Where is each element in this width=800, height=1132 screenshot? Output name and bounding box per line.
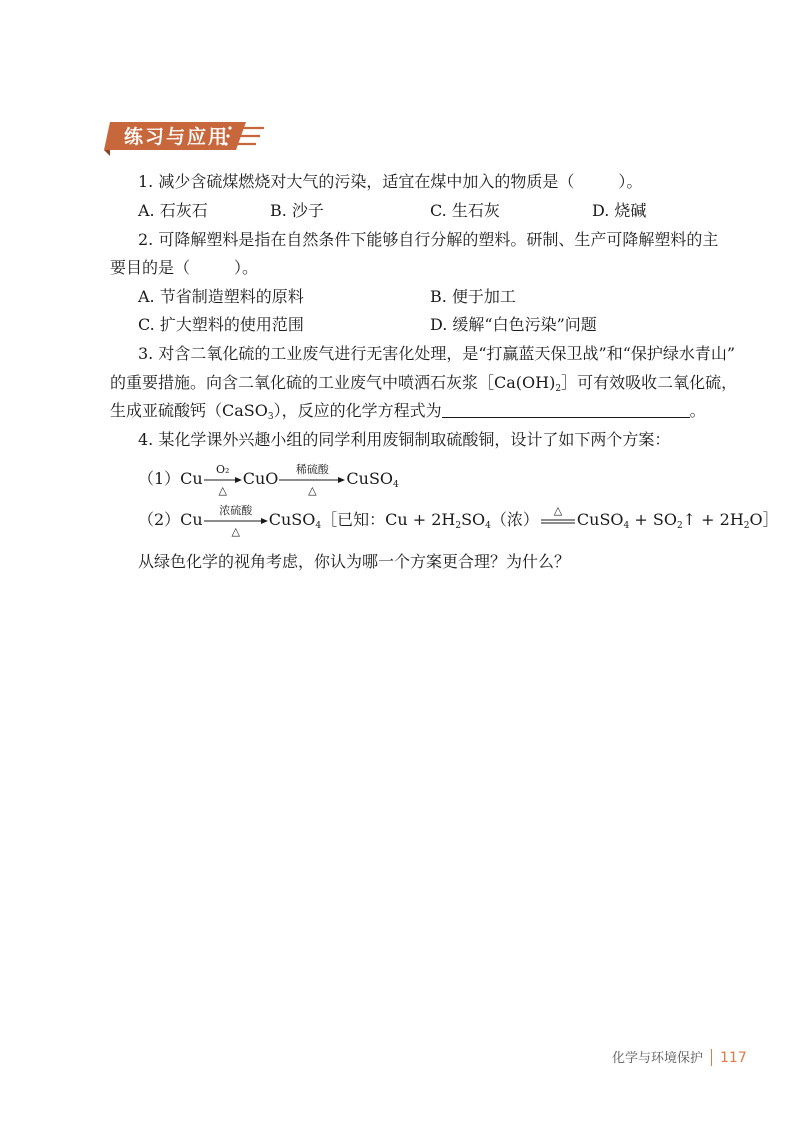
equation-answer-line [442, 403, 690, 418]
q1-option-d: D. 烧碱 [592, 201, 647, 220]
subscript: 4 [485, 521, 491, 531]
q2-option-c: C. 扩大塑料的使用范围 [138, 315, 304, 334]
subscript: 3 [267, 412, 274, 422]
known-equation: CuSO [576, 510, 624, 529]
q2-option-b: B. 便于加工 [430, 287, 516, 306]
subscript: 2 [743, 521, 750, 531]
footer-divider [711, 1049, 712, 1066]
reagent-label: O₂ [216, 462, 230, 476]
question-2-stem-line1: 2. 可降解塑料是指在自然条件下能够自行分解的塑料。研制、生产可降解塑料的主 [138, 230, 719, 249]
question-1-stem [138, 172, 642, 192]
q3-text: 生成亚硫酸钙（CaSO [110, 401, 268, 420]
question-3-line3 [110, 401, 706, 421]
reaction-arrow [203, 504, 269, 538]
q3-text: 。 [689, 401, 706, 420]
subscript: 2 [455, 521, 462, 531]
reaction-arrow [278, 463, 346, 497]
subscript: 4 [623, 521, 630, 531]
intermediate-product: CuO [242, 469, 279, 488]
question-4-stem: 4. 某化学课外兴趣小组的同学利用废铜制取硫酸铜，设计了如下两个方案： [138, 430, 671, 449]
heat-symbol: △ [218, 483, 227, 497]
reaction-arrow [203, 463, 243, 497]
known-equation: ［已知：Cu + 2H [321, 510, 456, 529]
q1-option-c: C. 生石灰 [430, 201, 500, 220]
subscript: 4 [393, 480, 399, 490]
known-equation: SO [461, 510, 486, 529]
reagent-label: 稀硫酸 [295, 462, 329, 476]
q3-text: ］可有效吸收二氧化硫， [561, 373, 738, 392]
q1-stem-end: ）。 [618, 172, 643, 191]
plan-2-label: （2）Cu [138, 510, 203, 529]
question-3-line2 [110, 373, 737, 393]
q1-option-b: B. 沙子 [270, 201, 324, 220]
known-equation: + SO [629, 510, 677, 529]
subscript: 2 [676, 521, 683, 531]
known-equation: （浓） [490, 510, 539, 529]
plan-1 [138, 462, 399, 496]
known-equation: ↑ + 2H [682, 510, 744, 529]
q2-option-d: D. 缓解“白色污染”问题 [430, 315, 597, 334]
page-number: 117 [720, 1050, 747, 1066]
question-2-stem-line2 [110, 258, 258, 278]
page-footer [612, 1047, 747, 1066]
heat-symbol: △ [308, 483, 317, 497]
q1-option-a: A. 石灰石 [138, 201, 208, 220]
product: CuSO [268, 510, 316, 529]
section-banner [104, 116, 270, 156]
known-equation: O］ [749, 510, 779, 529]
q2-stem-text: 要目的是（ [110, 258, 191, 277]
heat-symbol: △ [553, 503, 563, 517]
product: CuSO [346, 469, 394, 488]
section-title: 练习与应用 [124, 126, 230, 148]
subscript: 2 [555, 384, 562, 394]
question-3-line1: 3. 对含二氧化硫的工业废气进行无害化处理，是“打赢蓝天保卫战”和“保护绿水青山” [138, 344, 736, 363]
q3-text: ），反应的化学方程式为 [273, 401, 442, 420]
chapter-title: 化学与环境保护 [612, 1051, 704, 1066]
q2-option-a: A. 节省制造塑料的原料 [138, 287, 304, 306]
equals-sign [539, 504, 577, 538]
plan-2 [138, 503, 779, 537]
q1-stem-text: 1. 减少含硫煤燃烧对大气的污染，适宜在煤中加入的物质是（ [138, 172, 575, 191]
question-4-prompt: 从绿色化学的视角考虑，你认为哪一个方案更合理？为什么？ [138, 552, 571, 571]
plan-1-label: （1）Cu [138, 469, 203, 488]
heat-symbol: △ [231, 524, 240, 538]
subscript: 4 [315, 521, 322, 531]
q3-text: 的重要措施。向含二氧化硫的工业废气中喷洒石灰浆［Ca(OH) [110, 373, 556, 392]
q2-stem-end: ）。 [234, 258, 259, 277]
reagent-label: 浓硫酸 [219, 503, 253, 517]
